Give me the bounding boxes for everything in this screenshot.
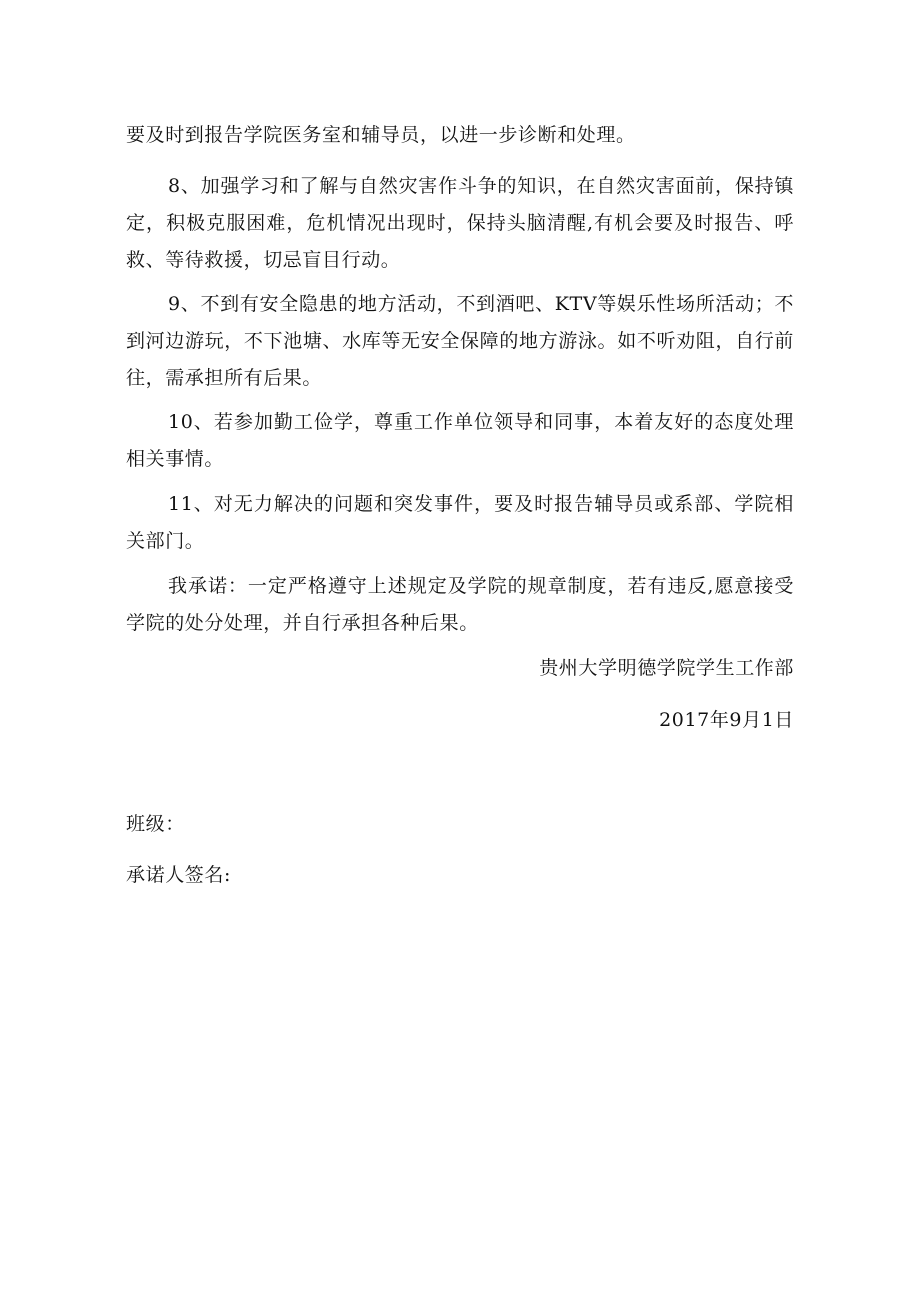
paragraph-promise: 我承诺：一定严格遵守上述规定及学院的规章制度，若有违反,愿意接受学院的处分处理，并自行承担各种后果。 <box>126 575 794 634</box>
paragraph-continuation: 要及时到报告学院医务室和辅导员，以进一步诊断和处理。 <box>126 124 636 146</box>
paragraph-item-11: 11、对无力解决的问题和突发事件，要及时报告辅导员或系部、学院相关部门。 <box>126 493 794 552</box>
paragraph-item-8: 8、加强学习和了解与自然灾害作斗争的知识，在自然灾害面前，保持镇定，积极克服困难，危机情况出现时，保持头脑清醒,有机会要及时报告、呼救、等待救援，切忌盲目行动。 <box>126 175 794 271</box>
paragraph-item-9: 9、不到有安全隐患的地方活动，不到酒吧、KTV等娱乐性场所活动；不到河边游玩，不下池塘、水库等无安全保障的地方游泳。如不听劝阻，自行前往，需承担所有后果。 <box>126 293 794 389</box>
signature-field-label: 承诺人签名: <box>126 864 232 886</box>
class-field-label: 班级： <box>126 813 185 835</box>
issuer-name: 贵州大学明德学院学生工作部 <box>539 657 794 679</box>
paragraph-item-10: 10、若参加勤工俭学，尊重工作单位领导和同事，本着友好的态度处理相关事情。 <box>126 411 794 470</box>
issue-date: 2017年9月1日 <box>659 709 794 731</box>
